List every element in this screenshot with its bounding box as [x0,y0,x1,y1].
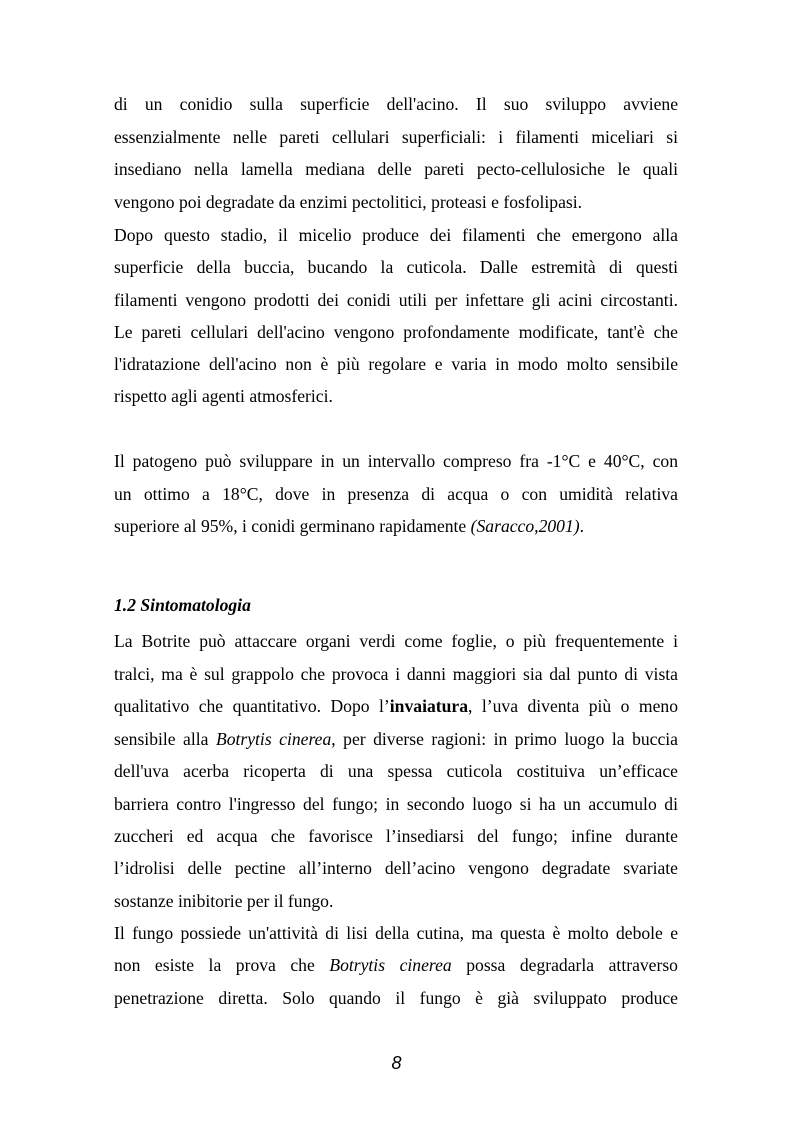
body-text-line: Il patogeno può sviluppare in un intervallo compreso fra -1°C e 40°C, con [114,451,678,471]
body-text-line [114,696,678,717]
body-text-line: sostanze inibitorie per il fungo. [114,891,334,911]
citation: (Saracco,2001) [470,516,580,536]
body-text-line: l’idrolisi delle pectine all’interno dell’acino vengono degradate svariate [114,858,678,878]
body-text-line: rispetto agli agenti atmosferici. [114,386,333,406]
body-text-line: un ottimo a 18°C, dove in presenza di acqua o con umidità relativa [114,484,678,504]
text-run: . [579,516,585,536]
body-text-line: filamenti vengono prodotti dei conidi utili per infettare gli acini circostanti. [114,290,678,310]
body-text-line [114,729,678,750]
body-text-line: Il fungo possiede un'attività di lisi della cutina, ma questa è molto debole e [114,923,678,943]
text-run: superiore al 95%, i conidi germinano rapidamente [114,516,471,536]
body-text-line: l'idratazione dell'acino non è più regolare e varia in modo molto sensibile [114,354,678,374]
body-text-line: dell'uva acerba ricoperta di una spessa cuticola costituiva un’efficace [114,761,678,781]
page-number: 8 [391,1053,402,1073]
body-text-line: penetrazione diretta. Solo quando il fungo è già sviluppato produce [114,988,678,1008]
body-text-line: Dopo questo stadio, il micelio produce dei filamenti che emergono alla [114,225,678,245]
body-text-line: tralci, ma è sul grappolo che provoca i danni maggiori sia dal punto di vista [114,664,678,684]
section-heading: 1.2 Sintomatologia [114,595,251,615]
body-text-line: essenzialmente nelle pareti cellulari superficiali: i filamenti miceliari si [114,127,678,147]
body-text-line: superficie della buccia, bucando la cuticola. Dalle estremità di questi [114,257,678,277]
text-run: , per diverse ragioni: in primo luogo la buccia [331,729,678,749]
text-run: qualitativo che quantitativo. Dopo l’ [114,696,390,716]
body-text-line: barriera contro l'ingresso del fungo; in secondo luogo si ha un accumulo di [114,794,678,814]
species-name: Botrytis cinerea [215,729,332,749]
text-run: sensibile alla [114,729,216,749]
body-text-line: La Botrite può attaccare organi verdi come foglie, o più frequentemente i [114,631,678,651]
species-name: Botrytis cinerea [329,955,452,975]
bold-term: invaiatura [389,696,468,716]
body-text-line [114,955,678,976]
body-text-line: zuccheri ed acqua che favorisce l’insediarsi del fungo; infine durante [114,826,678,846]
body-text-line: di un conidio sulla superficie dell'acino. Il suo sviluppo avviene [114,94,678,114]
text-run: possa degradarla attraverso [451,955,678,975]
text-run: , l’uva diventa più o meno [468,696,678,716]
text-run: non esiste la prova che [114,955,330,975]
body-text-line [114,516,678,537]
body-text-line: Le pareti cellulari dell'acino vengono profondamente modificate, tant'è che [114,322,678,342]
body-text-line: vengono poi degradate da enzimi pectolitici, proteasi e fosfolipasi. [114,192,583,212]
body-text-line: insediano nella lamella mediana delle pareti pecto-cellulosiche le quali [114,159,678,179]
